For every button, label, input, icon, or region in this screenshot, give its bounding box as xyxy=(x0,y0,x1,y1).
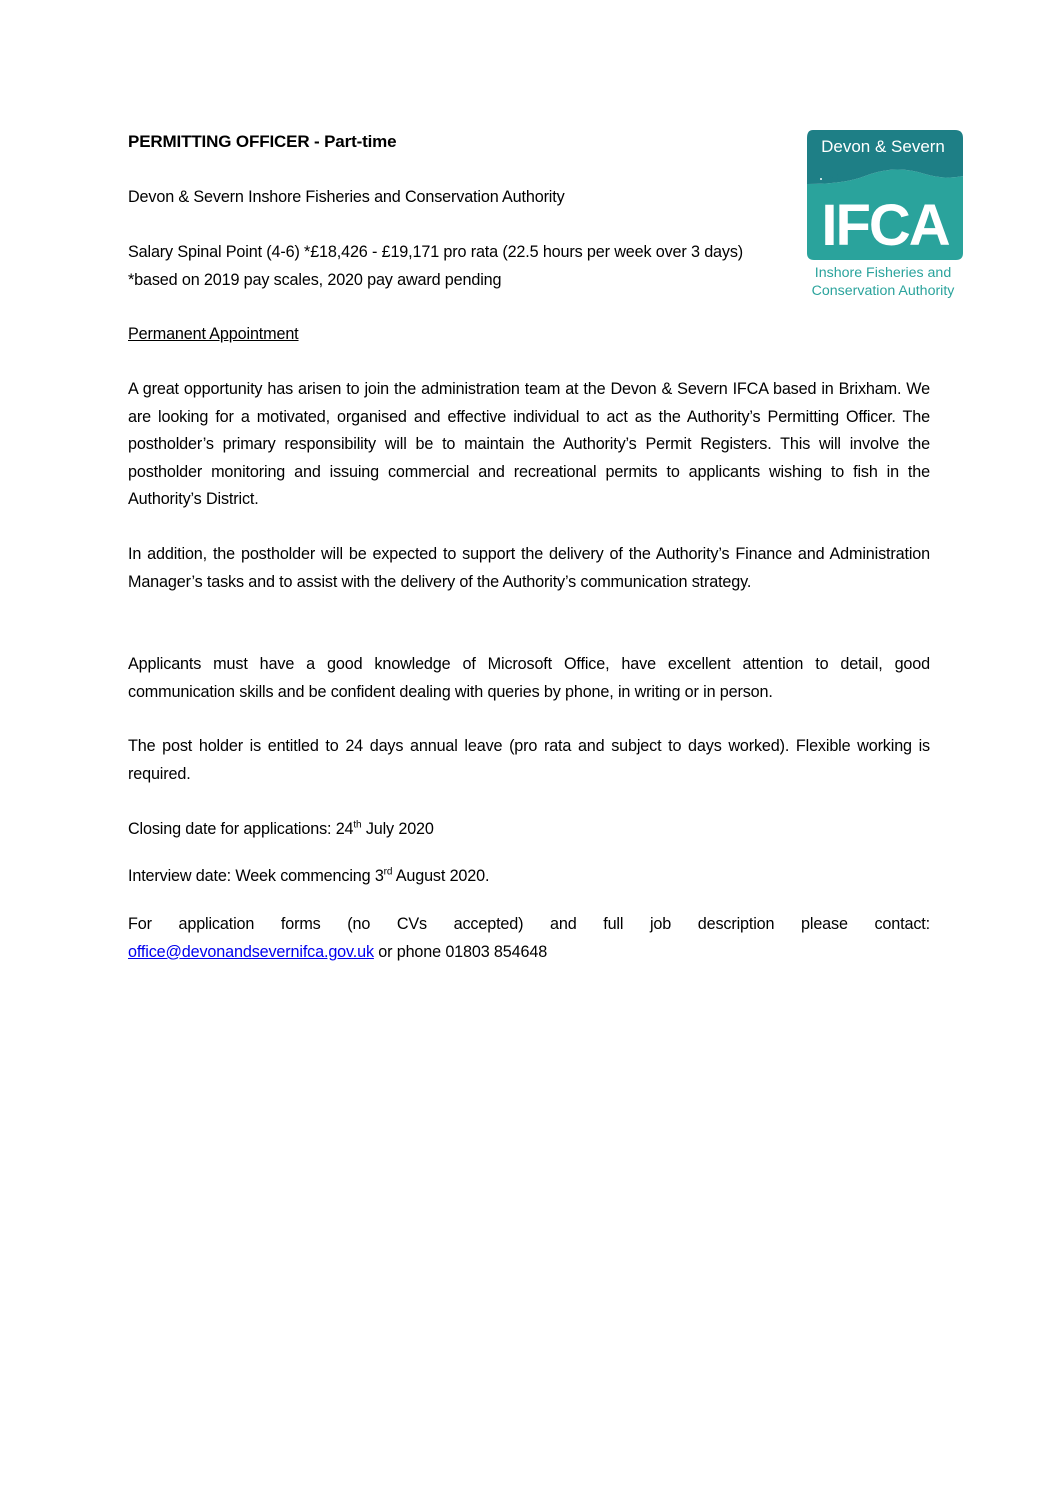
logo-sub-text-2: Conservation Authority xyxy=(811,283,955,299)
closing-date-month: July 2020 xyxy=(361,820,434,838)
interview-date-ordinal: rd xyxy=(383,866,393,878)
contact-word: accepted) xyxy=(453,915,524,933)
appointment-type: Permanent Appointment xyxy=(128,325,299,343)
closing-date xyxy=(128,816,434,844)
interview-date xyxy=(128,863,489,891)
contact-word: (no xyxy=(347,915,371,933)
contact-word: job xyxy=(649,915,672,933)
interview-date-prefix: Interview date: Week commencing 3 xyxy=(128,867,384,885)
interview-date-month: August 2020. xyxy=(392,867,490,885)
contact-email-line xyxy=(128,939,930,967)
closing-date-prefix: Closing date for applications: 24 xyxy=(128,820,354,838)
paragraph-requirements: Applicants must have a good knowledge of Microsoft Office, have excellent attention to detail, good communication skills and be confident dealing with queries by phone, in writing or in person. xyxy=(128,655,930,701)
contact-email-link[interactable]: office@devonandsevernifca.gov.uk xyxy=(128,942,374,961)
logo-top-text: Devon & Severn xyxy=(821,137,945,156)
contact-word: contact: xyxy=(874,915,930,933)
logo-main-text: IFCA xyxy=(821,193,949,258)
contact-word: and xyxy=(550,915,577,933)
contact-phone: or phone 01803 854648 xyxy=(373,942,548,961)
job-title: PERMITTING OFFICER - Part-time xyxy=(128,132,397,151)
contact-word: CVs xyxy=(396,915,427,933)
ifca-logo-graphic xyxy=(805,128,965,303)
salary-info: Salary Spinal Point (4-6) *£18,426 - £19,171 pro rata (22.5 hours per week over 3 days) *based on 2019 pay scales, 2020 pay award pending xyxy=(128,243,744,289)
contact-word: application xyxy=(178,915,255,933)
contact-word: forms xyxy=(280,915,321,933)
contact-word: please xyxy=(801,915,848,933)
contact-line xyxy=(128,911,930,939)
contact-word: For xyxy=(128,915,152,933)
paragraph-additional-duties: In addition, the postholder will be expected to support the delivery of the Authority’s Finance and Administration Manager’s tasks and to assist with the delivery of the Authority’s communication strategy. xyxy=(128,545,930,591)
paragraph-annual-leave: The post holder is entitled to 24 days annual leave (pro rata and subject to days worked). Flexible working is required. xyxy=(128,737,930,783)
authority-name: Devon & Severn Inshore Fisheries and Conservation Authority xyxy=(128,188,565,206)
contact-word: description xyxy=(697,915,775,933)
logo-sub-text-1: Inshore Fisheries and xyxy=(814,265,952,281)
ifca-logo xyxy=(805,128,965,303)
contact-word: full xyxy=(603,915,624,933)
closing-date-suffix-ordinal: th xyxy=(353,819,362,831)
paragraph-opportunity: A great opportunity has arisen to join the administration team at the Devon & Severn IFCA based in Brixham. We are looking for a motivated, organised and effective individual to act as the Authority’s Permitting Officer. The postholder’s primary responsibility will be to maintain the Authority’s Permit Registers. This will involve the postholder monitoring and issuing commercial and recreational permits to applicants wishing to fish in the Authority’s District. xyxy=(128,380,930,508)
contact-info xyxy=(128,911,930,966)
fish-eye-icon xyxy=(820,178,822,180)
